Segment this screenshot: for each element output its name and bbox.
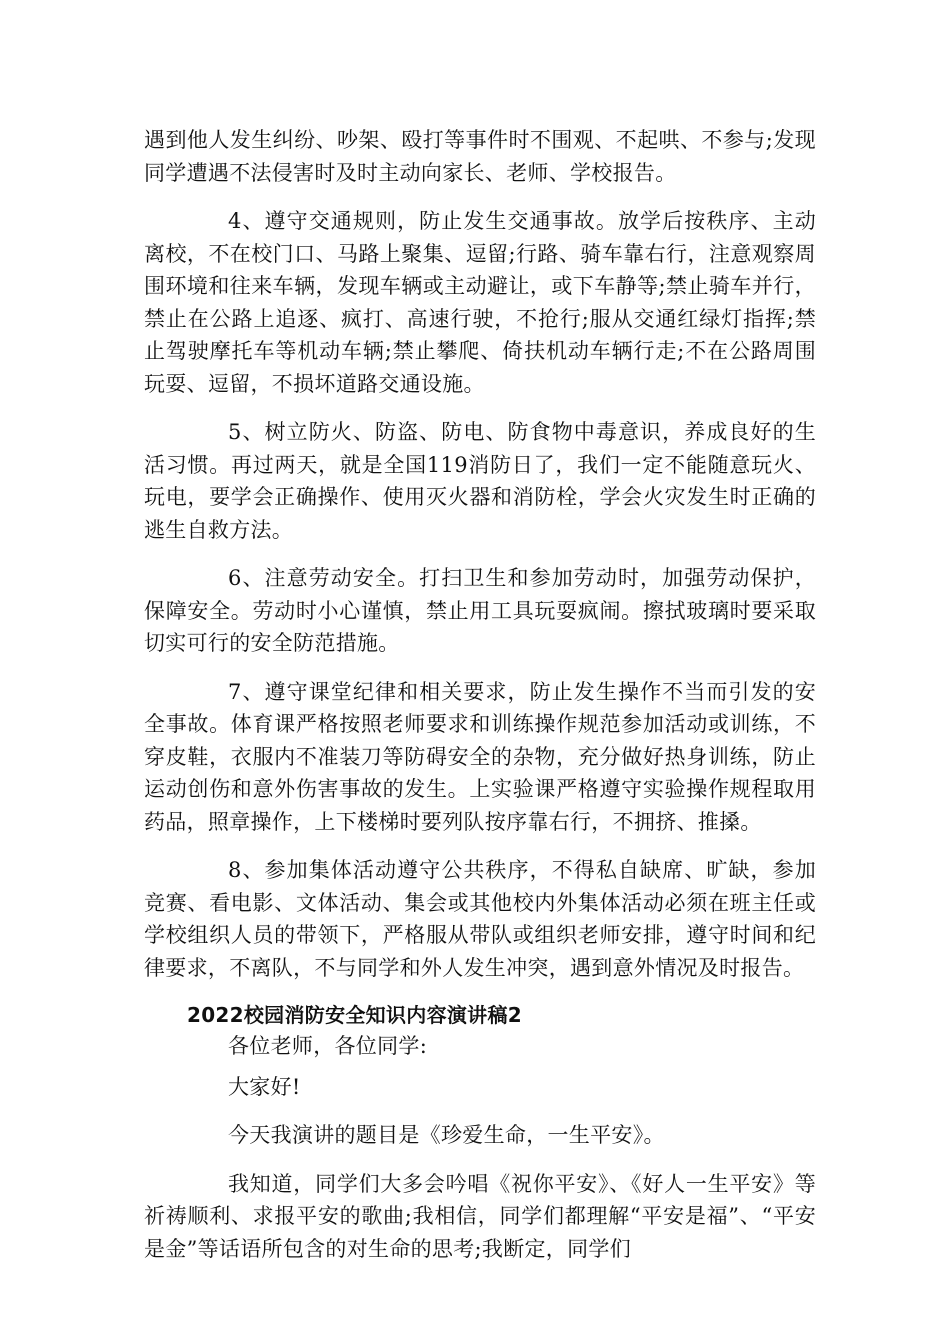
paragraph-speech-body: 我知道，同学们大多会吟唱《祝你平安》、《好人一生平安》等祈祷顺利、求报平安的歌曲;我相信，同学们都理解“平安是福”、“平安是金”等话语所包含的对生命的思考;我断定，同学们 [144, 1171, 816, 1261]
paragraph-continuation: 遇到他人发生纠纷、吵架、殴打等事件时不围观、不起哄、不参与;发现同学遭遇不法侵害时及时主动向家长、老师、学校报告。 [144, 128, 816, 185]
paragraph-item-6: 6、注意劳动安全。打扫卫生和参加劳动时，加强劳动保护，保障安全。劳动时小心谨慎，禁止用工具玩耍疯闹。擦拭玻璃时要采取切实可行的安全防范措施。 [144, 566, 816, 655]
paragraph-item-7: 7、遵守课堂纪律和相关要求，防止发生操作不当而引发的安全事故。体育课严格按照老师要求和训练操作规范参加活动或训练，不穿皮鞋，衣服内不准装刀等防碍安全的杂物，充分做好热身训练，防止运动创伤和意外伤害事故的发生。上实验课严格遵守实验操作规程取用药品，照章操作，上下楼梯时要列队按序靠右行，不拥挤、推搡。 [144, 679, 816, 834]
paragraph-item-5: 5、树立防火、防盗、防电、防食物中毒意识，养成良好的生活习惯。再过两天，就是全国119消防日了，我们一定不能随意玩火、玩电，要学会正确操作、使用灭火器和消防栓，学会火灾发生时正确的逃生自救方法。 [144, 420, 816, 542]
topic-line: 今天我演讲的题目是《珍爱生命，一生平安》。 [228, 1123, 665, 1147]
paragraph-item-4: 4、遵守交通规则，防止发生交通事故。放学后按秩序、主动离校，不在校门口、马路上聚集、逗留;行路、骑车靠右行，注意观察周围环境和往来车辆，发现车辆或主动避让，或下车静等;禁止骑车并行，禁止在公路上追逐、疯打、高速行驶，不抢行;服从交通红绿灯指挥;禁止驾驶摩托车等机动车辆;禁止攀爬、倚扶机动车辆行走;不在公路周围玩耍、逗留，不损坏道路交通设施。 [144, 209, 816, 396]
hello-line: 大家好! [228, 1074, 301, 1099]
greeting-line: 各位老师，各位同学: [228, 1034, 428, 1058]
paragraph-item-8: 8、参加集体活动遵守公共秩序，不得私自缺席、旷缺，参加竞赛、看电影、文体活动、集会或其他校内外集体活动必须在班主任或学校组织人员的带领下，严格服从带队或组织老师安排，遵守时间和纪律要求，不离队，不与同学和外人发生冲突，遇到意外情况及时报告。 [144, 858, 816, 980]
document-body [144, 124, 816, 1281]
section-heading: 2022校园消防安全知识内容演讲稿2 [187, 1003, 522, 1027]
